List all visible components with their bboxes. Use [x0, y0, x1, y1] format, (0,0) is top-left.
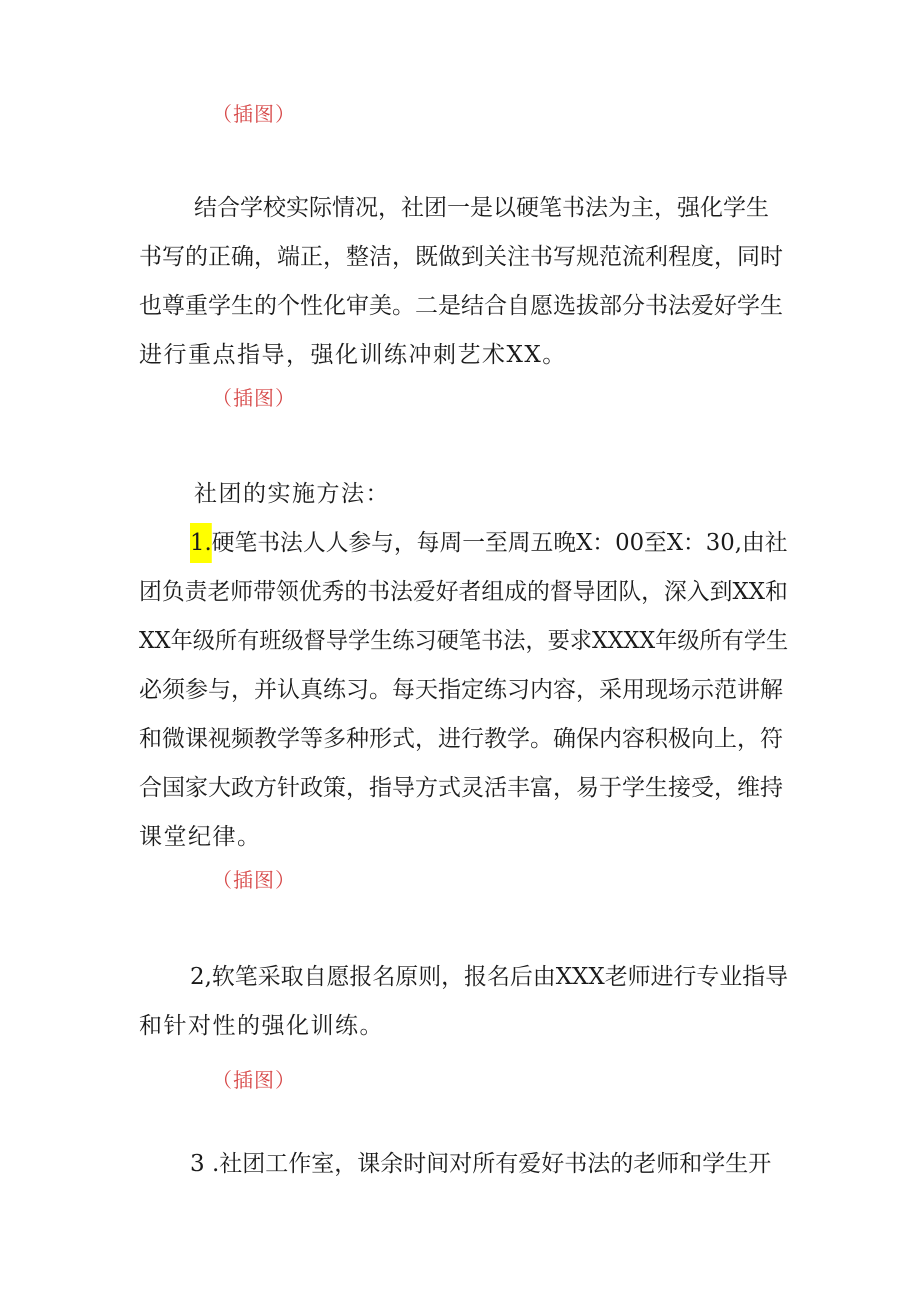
item1-line-1: [190, 527, 788, 563]
para1-line-4: 进行重点指导，强化训练冲刺艺术XX。: [139, 342, 567, 368]
para1-line-1: 结合学校实际情况，社团一是以硬笔书法为主，强化学生: [194, 195, 769, 221]
item1-number-highlight: 1.: [190, 523, 212, 563]
figure-placeholder-3: （插图）: [212, 868, 296, 892]
figure-placeholder-4: （插图）: [212, 1068, 296, 1092]
item2-line-2: 和针对性的强化训练。: [139, 1013, 384, 1039]
para1-line-2: 书写的正确，端正，整洁，既做到关注书写规范流利程度，同时: [139, 244, 783, 270]
para1-line-3: 也尊重学生的个性化审美。二是结合自愿选拔部分书法爱好学生: [139, 293, 783, 319]
item1-line-4: 必须参与，并认真练习。每天指定练习内容，采用现场示范讲解: [139, 677, 783, 703]
item3-line-1: 3 .社团工作室，课余时间对所有爱好书法的老师和学生开: [190, 1151, 772, 1177]
item1-line-7: 课堂纪律。: [139, 824, 262, 850]
item1-line-6: 合国家大政方针政策，指导方式灵活丰富，易于学生接受，维持: [139, 775, 783, 801]
figure-placeholder-1: （插图）: [212, 102, 296, 126]
item1-line-1-text: 硬笔书法人人参与，每周一至周五晚X：00至X：30,由社: [211, 530, 788, 556]
item2-line-1: 2,软笔采取自愿报名原则，报名后由XXX老师进行专业指导: [190, 964, 789, 990]
item1-line-2: 团负责老师带领优秀的书法爱好者组成的督导团队，深入到XX和: [139, 579, 788, 605]
methods-heading: 社团的实施方法：: [194, 481, 390, 507]
item1-line-5: 和微课视频教学等多种形式，进行教学。确保内容积极向上，符: [139, 726, 783, 752]
figure-placeholder-2: （插图）: [212, 386, 296, 410]
item1-line-3: XX年级所有班级督导学生练习硬笔书法，要求XXXX年级所有学生: [139, 628, 789, 654]
